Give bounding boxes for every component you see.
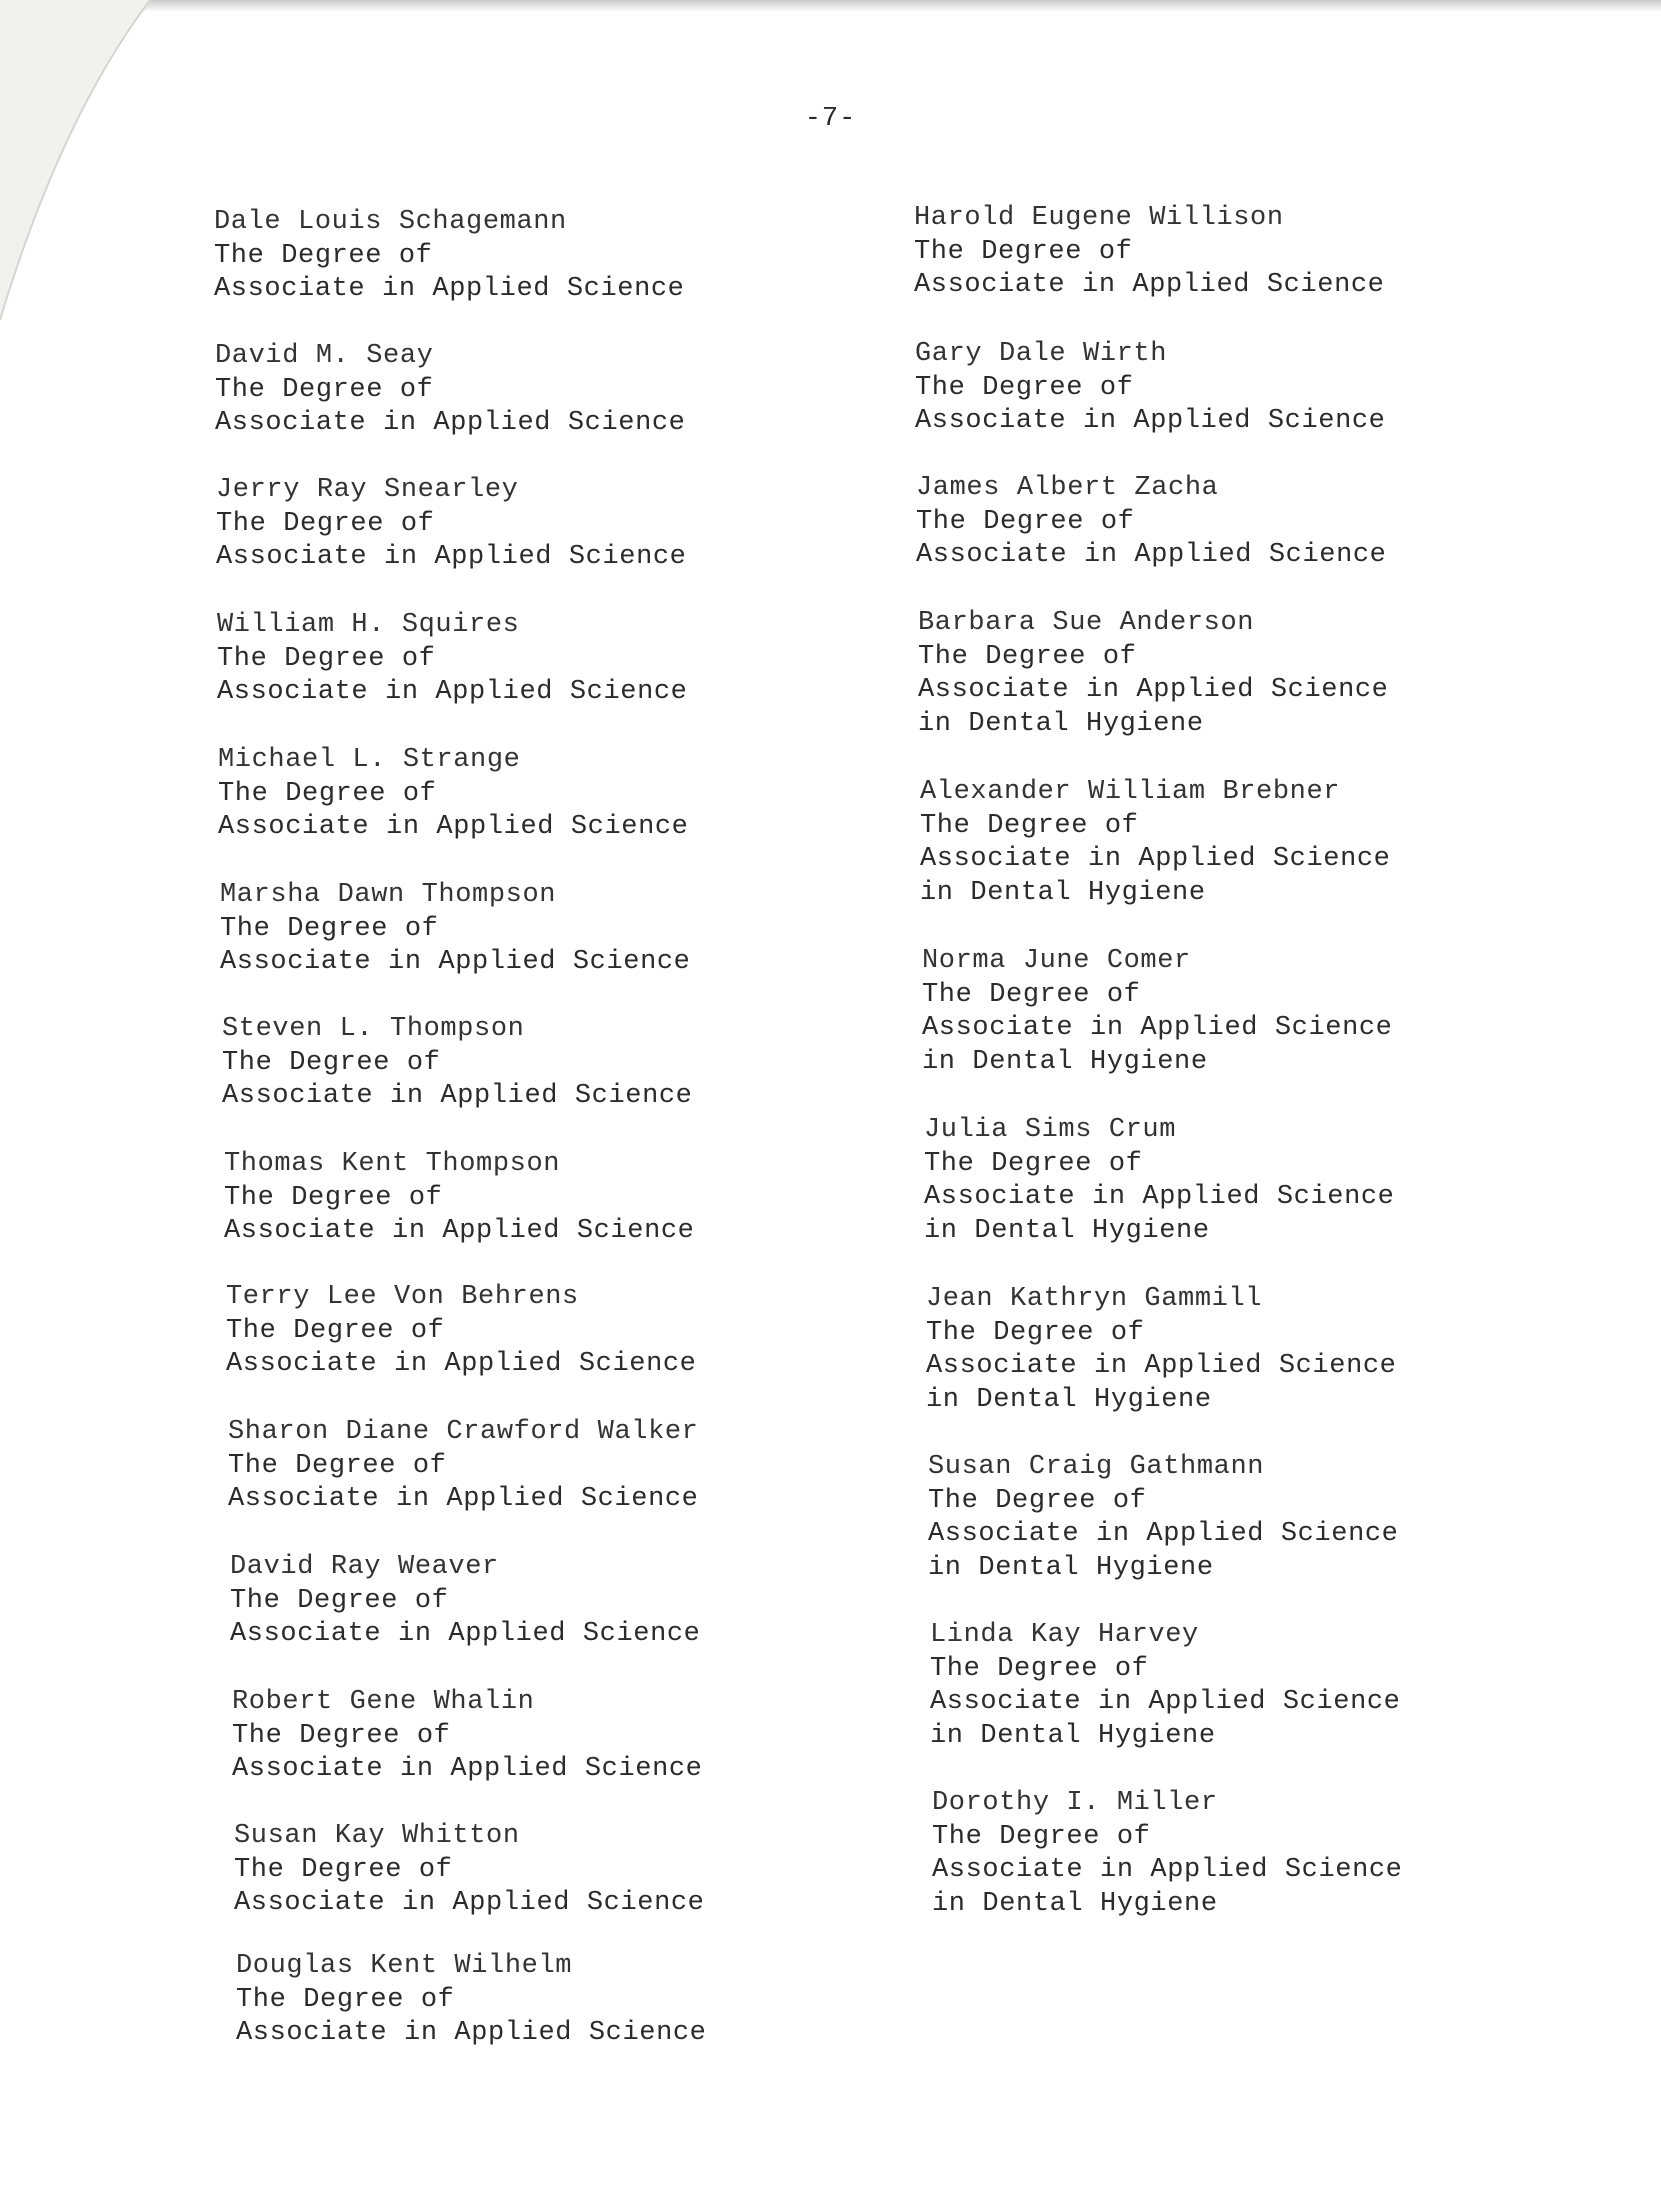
- degree-heading: The Degree of: [224, 1182, 443, 1213]
- graduate-name: Sharon Diane Crawford Walker: [228, 1417, 699, 1447]
- degree-heading: The Degree of: [916, 506, 1135, 537]
- degree-title: Associate in Applied Science: [224, 1216, 695, 1246]
- degree-title: Associate in Applied Science: [932, 1855, 1403, 1885]
- graduate-name: Linda Kay Harvey: [930, 1620, 1199, 1650]
- page-corner-curl: [0, 0, 160, 330]
- degree-title: Associate in Applied Science: [228, 1484, 699, 1514]
- degree-heading: The Degree of: [932, 1821, 1151, 1852]
- graduate-name: David Ray Weaver: [230, 1552, 499, 1582]
- degree-heading: The Degree of: [926, 1317, 1145, 1348]
- graduate-name: Thomas Kent Thompson: [224, 1149, 561, 1179]
- graduate-name: Dale Louis Schagemann: [214, 207, 567, 237]
- degree-title: Associate in Applied Science: [220, 947, 691, 977]
- degree-specialty: in Dental Hygiene: [924, 1215, 1210, 1246]
- degree-title: Associate in Applied Science: [914, 270, 1385, 300]
- degree-title: Associate in Applied Science: [216, 542, 687, 572]
- graduate-entry: [932, 1787, 1402, 1921]
- graduate-name: Michael L. Strange: [218, 745, 521, 775]
- page-number: -7-: [804, 104, 857, 134]
- degree-heading: The Degree of: [915, 372, 1134, 403]
- graduate-entry: [930, 1619, 1400, 1753]
- degree-title: Associate in Applied Science: [236, 2018, 707, 2048]
- graduate-entry: [234, 1820, 704, 1921]
- degree-title: Associate in Applied Science: [218, 812, 689, 842]
- degree-title: Associate in Applied Science: [924, 1182, 1395, 1212]
- degree-heading: The Degree of: [236, 1984, 455, 2015]
- degree-heading: The Degree of: [215, 374, 434, 405]
- degree-specialty: in Dental Hygiene: [920, 877, 1206, 908]
- graduate-entry: [924, 1114, 1394, 1248]
- degree-title: Associate in Applied Science: [916, 540, 1387, 570]
- degree-title: Associate in Applied Science: [928, 1519, 1399, 1549]
- graduate-name: Susan Craig Gathmann: [928, 1452, 1265, 1482]
- degree-title: Associate in Applied Science: [930, 1687, 1401, 1717]
- graduate-name: Alexander William Brebner: [920, 777, 1341, 807]
- degree-heading: The Degree of: [232, 1720, 451, 1751]
- degree-heading: The Degree of: [230, 1585, 449, 1616]
- graduate-entry: [928, 1451, 1398, 1585]
- degree-title: Associate in Applied Science: [226, 1349, 697, 1379]
- degree-specialty: in Dental Hygiene: [926, 1384, 1212, 1415]
- degree-heading: The Degree of: [222, 1047, 441, 1078]
- degree-title: Associate in Applied Science: [915, 406, 1386, 436]
- graduate-name: Norma June Comer: [922, 946, 1191, 976]
- graduate-name: Marsha Dawn Thompson: [220, 880, 557, 910]
- graduate-name: William H. Squires: [217, 610, 520, 640]
- degree-heading: The Degree of: [918, 641, 1137, 672]
- degree-heading: The Degree of: [924, 1148, 1143, 1179]
- degree-title: Associate in Applied Science: [920, 844, 1391, 874]
- graduate-name: Robert Gene Whalin: [232, 1687, 535, 1717]
- graduate-name: Dorothy I. Miller: [932, 1788, 1218, 1818]
- graduate-entry: [232, 1686, 702, 1787]
- degree-heading: The Degree of: [228, 1450, 447, 1481]
- degree-heading: The Degree of: [922, 979, 1141, 1010]
- graduate-entry: [220, 879, 690, 980]
- degree-specialty: in Dental Hygiene: [922, 1046, 1208, 1077]
- degree-heading: The Degree of: [214, 240, 433, 271]
- degree-specialty: in Dental Hygiene: [928, 1552, 1214, 1583]
- degree-title: Associate in Applied Science: [222, 1081, 693, 1111]
- graduate-entry: [236, 1950, 706, 2051]
- graduate-entry: [926, 1283, 1396, 1417]
- graduate-name: James Albert Zacha: [916, 473, 1219, 503]
- degree-title: Associate in Applied Science: [217, 677, 688, 707]
- graduate-name: Harold Eugene Willison: [914, 203, 1284, 233]
- graduate-entry: [216, 474, 686, 575]
- graduate-name: Susan Kay Whitton: [234, 1821, 520, 1851]
- degree-title: Associate in Applied Science: [918, 675, 1389, 705]
- degree-heading: The Degree of: [226, 1315, 445, 1346]
- degree-heading: The Degree of: [234, 1854, 453, 1885]
- graduate-name: Terry Lee Von Behrens: [226, 1282, 579, 1312]
- degree-title: Associate in Applied Science: [230, 1619, 701, 1649]
- graduate-name: Jean Kathryn Gammill: [926, 1284, 1263, 1314]
- graduate-entry: [920, 776, 1390, 910]
- degree-heading: The Degree of: [920, 810, 1139, 841]
- degree-title: Associate in Applied Science: [234, 1888, 705, 1918]
- degree-heading: The Degree of: [217, 643, 436, 674]
- graduate-name: Gary Dale Wirth: [915, 339, 1168, 369]
- graduate-name: Jerry Ray Snearley: [216, 475, 519, 505]
- degree-specialty: in Dental Hygiene: [918, 708, 1204, 739]
- graduate-entry: [230, 1551, 700, 1652]
- graduate-name: Douglas Kent Wilhelm: [236, 1951, 573, 1981]
- graduate-entry: [218, 744, 688, 845]
- graduate-name: Julia Sims Crum: [924, 1115, 1177, 1145]
- degree-title: Associate in Applied Science: [922, 1013, 1393, 1043]
- degree-heading: The Degree of: [216, 508, 435, 539]
- degree-heading: The Degree of: [218, 778, 437, 809]
- graduate-entry: [226, 1281, 696, 1382]
- degree-heading: The Degree of: [930, 1653, 1149, 1684]
- graduate-entry: [918, 607, 1388, 741]
- degree-heading: The Degree of: [928, 1485, 1147, 1516]
- graduate-entry: [915, 338, 1385, 439]
- degree-heading: The Degree of: [914, 236, 1133, 267]
- degree-title: Associate in Applied Science: [232, 1754, 703, 1784]
- graduate-entry: [914, 202, 1384, 303]
- graduate-entry: [214, 206, 684, 307]
- graduate-entry: [224, 1148, 694, 1249]
- graduate-entry: [228, 1416, 698, 1517]
- graduate-entry: [222, 1013, 692, 1114]
- degree-title: Associate in Applied Science: [926, 1351, 1397, 1381]
- graduate-name: Steven L. Thompson: [222, 1014, 525, 1044]
- graduate-entry: [916, 472, 1386, 573]
- page-top-edge: [0, 0, 1661, 12]
- graduate-entry: [215, 340, 685, 441]
- degree-specialty: in Dental Hygiene: [930, 1720, 1216, 1751]
- graduate-name: David M. Seay: [215, 341, 434, 371]
- graduate-entry: [922, 945, 1392, 1079]
- degree-specialty: in Dental Hygiene: [932, 1888, 1218, 1919]
- graduate-entry: [217, 609, 687, 710]
- degree-title: Associate in Applied Science: [214, 274, 685, 304]
- degree-title: Associate in Applied Science: [215, 408, 686, 438]
- graduate-name: Barbara Sue Anderson: [918, 608, 1255, 638]
- degree-heading: The Degree of: [220, 913, 439, 944]
